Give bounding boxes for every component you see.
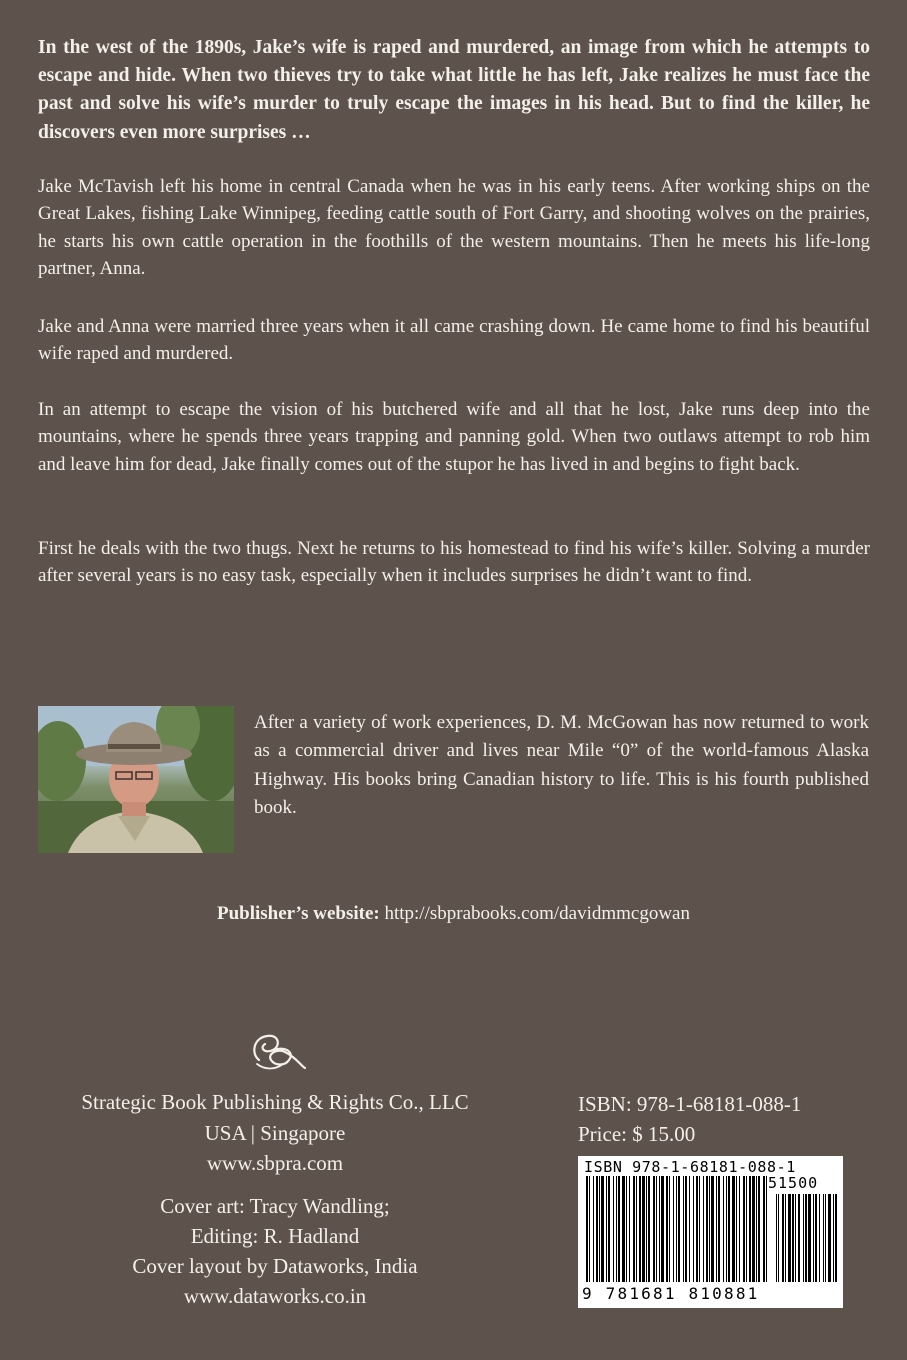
barcode-bar — [758, 1176, 760, 1282]
description-paragraph-4: First he deals with the two thugs. Next he returns to his homestead to find his wife’s killer. Solving a murder after several years is no easy task, especially when it includes surprises he didn’t want to find. — [38, 538, 870, 587]
barcode-bar — [743, 1176, 745, 1282]
barcode-bar — [586, 1176, 588, 1282]
barcode-bar — [616, 1176, 617, 1282]
barcode-bar — [636, 1176, 637, 1282]
author-photo-illustration — [38, 706, 234, 853]
barcode-bar — [728, 1176, 730, 1282]
barcode-bar — [726, 1176, 727, 1282]
barcode-bar — [608, 1176, 610, 1282]
barcode-addon-bar — [833, 1194, 834, 1282]
website-url[interactable]: http://sbprabooks.com/davidmmcgowan — [384, 903, 690, 924]
publisher-name: Strategic Book Publishing & Rights Co., LLC — [81, 1090, 469, 1114]
barcode-addon-bar — [819, 1194, 820, 1282]
barcode-bar — [693, 1176, 694, 1282]
barcode-bar — [723, 1176, 724, 1282]
barcode-addon-bar — [823, 1194, 824, 1282]
barcode-bar — [711, 1176, 714, 1282]
barcode-addon-bar — [798, 1194, 800, 1282]
cover-credits — [40, 1191, 510, 1311]
barcode-bar — [752, 1176, 755, 1282]
barcode-bar — [689, 1176, 690, 1282]
barcode-bar — [739, 1176, 740, 1282]
barcode-bar — [596, 1176, 598, 1282]
barcode-bar — [601, 1176, 604, 1282]
barcode-bar — [736, 1176, 737, 1282]
publisher-website — [0, 903, 907, 925]
barcode-bar — [648, 1176, 650, 1282]
barcode-bar — [732, 1176, 735, 1282]
barcode-bar — [661, 1176, 664, 1282]
barcode-addon-bar — [792, 1194, 794, 1282]
barcode-isbn-text: ISBN 978-1-68181-088-1 — [584, 1158, 796, 1176]
barcode-bar — [622, 1176, 625, 1282]
description-paragraph-3: In an attempt to escape the vision of his butchered wife and all that he lost, Jake runs deep into the mountains, where he spends three years trapping and panning gold. When two outlaws attempt to rob him and leave him for dead, Jake finally comes out of the stupor he has lived in and begins to fight back. — [38, 399, 870, 475]
barcode-bar — [716, 1176, 717, 1282]
barcode-bar — [763, 1176, 765, 1282]
barcode-number-text: 9 781681 810881 — [582, 1284, 760, 1303]
barcode-bar — [646, 1176, 647, 1282]
barcode-bar — [673, 1176, 674, 1282]
barcode-bar — [653, 1176, 655, 1282]
barcode-bar — [642, 1176, 645, 1282]
barcode-addon-bar — [778, 1194, 779, 1282]
publisher-url[interactable]: www.sbpra.com — [206, 1151, 344, 1175]
barcode-bar — [683, 1176, 684, 1282]
author-bio: After a variety of work experiences, D. M. McGowan has now returned to work as a commercial driver and lives near Mile “0” of the world-famous Alaska Highway. His books bring Canadian history to life. This is his fourth published book. — [254, 712, 869, 819]
barcode-bar — [656, 1176, 657, 1282]
credit-layout-url[interactable]: www.dataworks.co.in — [183, 1284, 367, 1308]
barcode-bar — [749, 1176, 751, 1282]
barcode-addon-bar — [825, 1194, 826, 1282]
barcode-addon-bar — [835, 1194, 837, 1282]
barcode-bar — [626, 1176, 627, 1282]
barcode-addon-bar — [808, 1194, 811, 1282]
barcode-bar — [709, 1176, 710, 1282]
barcode-bar — [699, 1176, 700, 1282]
price-label: Price: $ 15.00 — [578, 1122, 696, 1146]
barcode-bar — [589, 1176, 590, 1282]
credit-editing: Editing: R. Hadland — [190, 1224, 360, 1248]
barcode — [578, 1156, 843, 1308]
barcode-bar — [618, 1176, 620, 1282]
description-paragraph-1: Jake McTavish left his home in central Canada when he was in his early teens. After working ships on the Great Lakes, fishing Lake Winnipeg, feeding cattle south of Fort Garry, and shooting wolves on the prairies, he starts his own cattle operation in the foothills of the western mountains. Then he meets his life-long partner, Anna. — [38, 176, 870, 280]
barcode-addon-text: 51500 — [768, 1174, 819, 1192]
barcode-bar — [696, 1176, 698, 1282]
barcode-bar — [766, 1176, 767, 1282]
barcode-addon-bar — [785, 1194, 786, 1282]
credit-cover-art: Cover art: Tracy Wandling; — [160, 1194, 390, 1218]
barcode-addon-bar — [815, 1194, 817, 1282]
barcode-addon-bar — [782, 1194, 784, 1282]
barcode-bar — [706, 1176, 708, 1282]
barcode-addon-bar — [828, 1194, 831, 1282]
barcode-addon-bar — [813, 1194, 814, 1282]
barcode-addon-bar — [795, 1194, 796, 1282]
barcode-bar — [676, 1176, 677, 1282]
barcode-bar — [606, 1176, 607, 1282]
barcode-bar — [659, 1176, 660, 1282]
author-photo — [38, 706, 234, 853]
barcode-bar — [629, 1176, 630, 1282]
barcode-addon-bar — [776, 1194, 777, 1282]
barcode-bar — [613, 1176, 614, 1282]
barcode-addon-bar — [805, 1194, 807, 1282]
website-label: Publisher’s website: — [216, 903, 380, 924]
barcode-bar — [599, 1176, 600, 1282]
barcode-bar — [633, 1176, 635, 1282]
barcode-bars — [586, 1176, 838, 1284]
barcode-addon-bar — [803, 1194, 804, 1282]
barcode-bar — [639, 1176, 641, 1282]
publisher-location: USA | Singapore — [204, 1120, 346, 1145]
barcode-bar — [718, 1176, 720, 1282]
barcode-addon-bar — [788, 1194, 791, 1282]
publisher-info — [40, 1087, 510, 1179]
lead-blurb: In the west of the 1890s, Jake’s wife is raped and murdered, an image from which he attempts to escape and hide. When two thieves try to take what little he has left, Jake realizes he must face the past and solve his wife’s murder to truly escape the images in his head. But to find the killer, he discovers even more surprises … — [38, 37, 870, 143]
barcode-bar — [669, 1176, 670, 1282]
barcode-bar — [593, 1176, 594, 1282]
barcode-bar — [685, 1176, 687, 1282]
barcode-bar — [703, 1176, 704, 1282]
barcode-bar — [756, 1176, 757, 1282]
publisher-logo-icon — [245, 1030, 309, 1074]
barcode-bar — [678, 1176, 680, 1282]
barcode-bar — [746, 1176, 747, 1282]
isbn-label: ISBN: 978-1-68181-088-1 — [578, 1092, 802, 1116]
description-paragraph-2: Jake and Anna were married three years when it all came crashing down. He came home to find his beautiful wife raped and murdered. — [38, 316, 870, 365]
barcode-bar — [666, 1176, 668, 1282]
credit-layout: Cover layout by Dataworks, India — [132, 1254, 418, 1278]
isbn-info — [578, 1089, 878, 1149]
